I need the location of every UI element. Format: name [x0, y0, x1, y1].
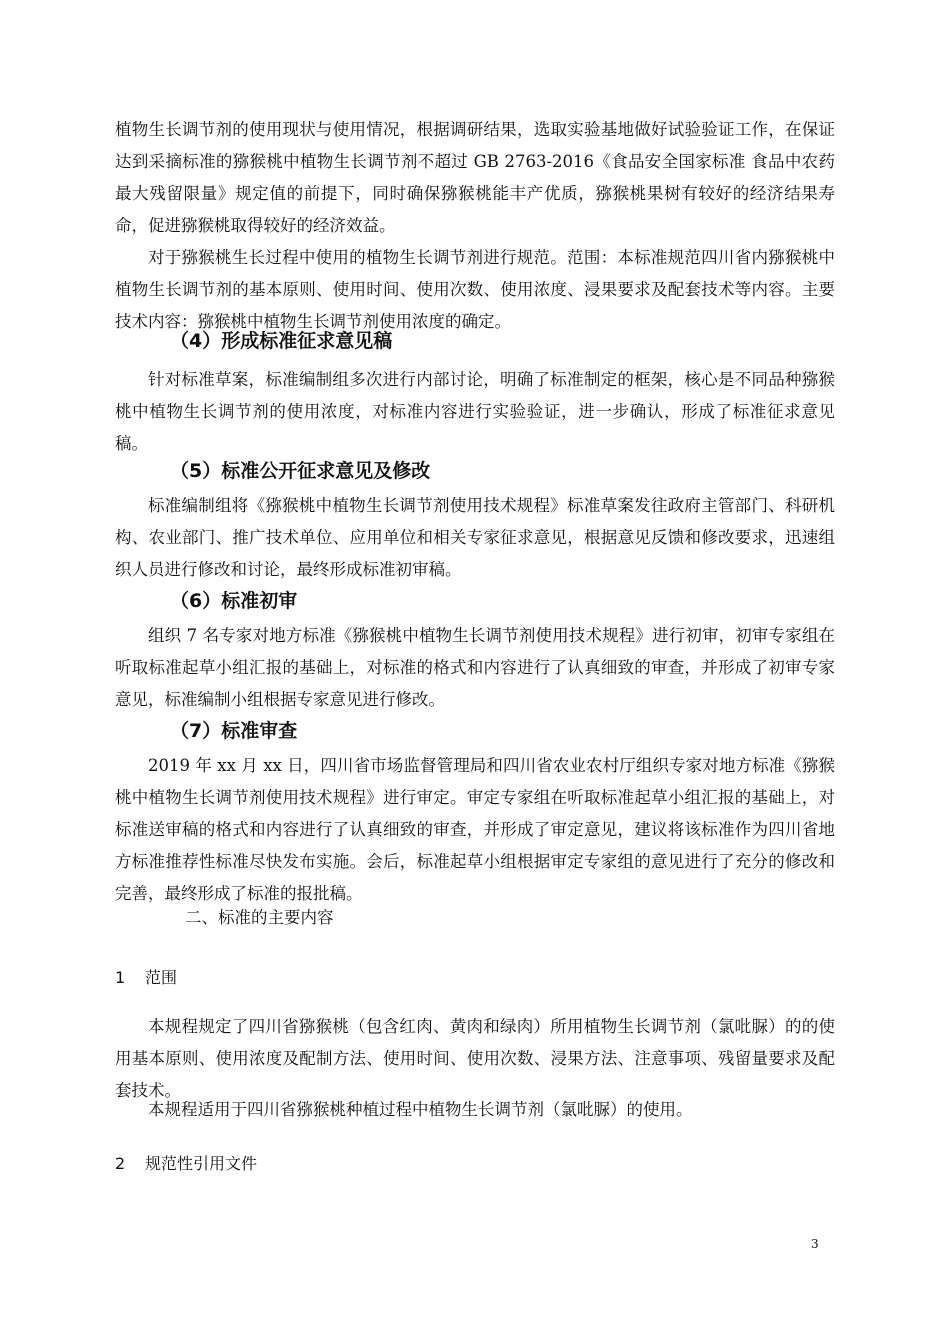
- clause-title: 规范性引用文件: [145, 1154, 258, 1173]
- paragraph-preliminary-review: 组织 7 名专家对地方标准《猕猴桃中植物生长调节剂使用技术规程》进行初审，初审专家组在听取标准起草小组汇报的基础上，对标准的格式和内容进行了认真细致的审查，并形成了初审专家意见，标准编制小组根据专家意见进行修改。: [115, 626, 835, 709]
- heading-6-preliminary-review: （6）标准初审: [170, 590, 298, 612]
- heading-5-public-comments: （5）标准公开征求意见及修改: [170, 460, 431, 482]
- paragraph-survey-results: 植物生长调节剂的使用现状与使用情况，根据调研结果，选取实验基地做好试验验证工作，在保证达到采摘标准的猕猴桃中植物生长调节剂不超过 GB 2763-2016《食品安全国家标准 食品中农药最大残留限量》规定值的前提下，同时确保猕猴桃能丰产优质，猕猴桃果树有较好的经济结果寿命，促进猕猴桃取得较好的经济效益。: [115, 120, 835, 235]
- paragraph-scope-norms: 对于猕猴桃生长过程中使用的植物生长调节剂进行规范。范围：本标准规范四川省内猕猴桃中植物生长调节剂的基本原则、使用时间、使用次数、使用浓度、浸果要求及配套技术等内容。主要技术内容：猕猴桃中植物生长调节剂使用浓度的确定。: [115, 248, 835, 331]
- paragraph-scope-definition: 本规程规定了四川省猕猴桃（包含红肉、黄肉和绿肉）所用植物生长调节剂（氯吡脲）的的使用基本原则、使用浓度及配制方法、使用时间、使用次数、浸果方法、注意事项、残留量要求及配套技术。: [115, 1017, 835, 1100]
- paragraph-solicit-opinions: 标准编制组将《猕猴桃中植物生长调节剂使用技术规程》标准草案发往政府主管部门、科研机构、农业部门、推广技术单位、应用单位和相关专家征求意见，根据意见反馈和修改要求，迅速组织人员进行修改和讨论，最终形成标准初审稿。: [115, 496, 835, 579]
- page-number: 3: [811, 1237, 819, 1251]
- clause-1-scope: [115, 962, 177, 994]
- clause-number: 2: [115, 1154, 126, 1173]
- clause-title: 范围: [145, 968, 178, 987]
- section-heading-main-content: 二、标准的主要内容: [185, 908, 334, 927]
- paragraph-internal-discussion: 针对标准草案，标准编制组多次进行内部讨论，明确了标准制定的框架，核心是不同品种猕猴桃中植物生长调节剂的使用浓度，对标准内容进行实验验证，进一步确认，形成了标准征求意见稿。: [115, 370, 835, 453]
- clause-number: 1: [115, 968, 126, 987]
- clause-2-normative-references: [115, 1148, 257, 1180]
- paragraph-scope-applicability: 本规程适用于四川省猕猴桃种植过程中植物生长调节剂（氯吡脲）的使用。: [148, 1100, 693, 1119]
- paragraph-standard-review: 2019 年 xx 月 xx 日，四川省市场监督管理局和四川省农业农村厅组织专家对地方标准《猕猴桃中植物生长调节剂使用技术规程》进行审定。审定专家组在听取标准起草小组汇报的基础上，对标准送审稿的格式和内容进行了认真细致的审查，并形成了审定意见，建议将该标准作为四川省地方标准推荐性标准尽快发布实施。会后，标准起草小组根据审定专家组的意见进行了充分的修改和完善，最终形成了标准的报批稿。: [115, 756, 835, 903]
- heading-4-draft-for-comments: （4）形成标准征求意见稿: [170, 330, 393, 352]
- heading-7-standard-review: （7）标准审查: [170, 720, 298, 742]
